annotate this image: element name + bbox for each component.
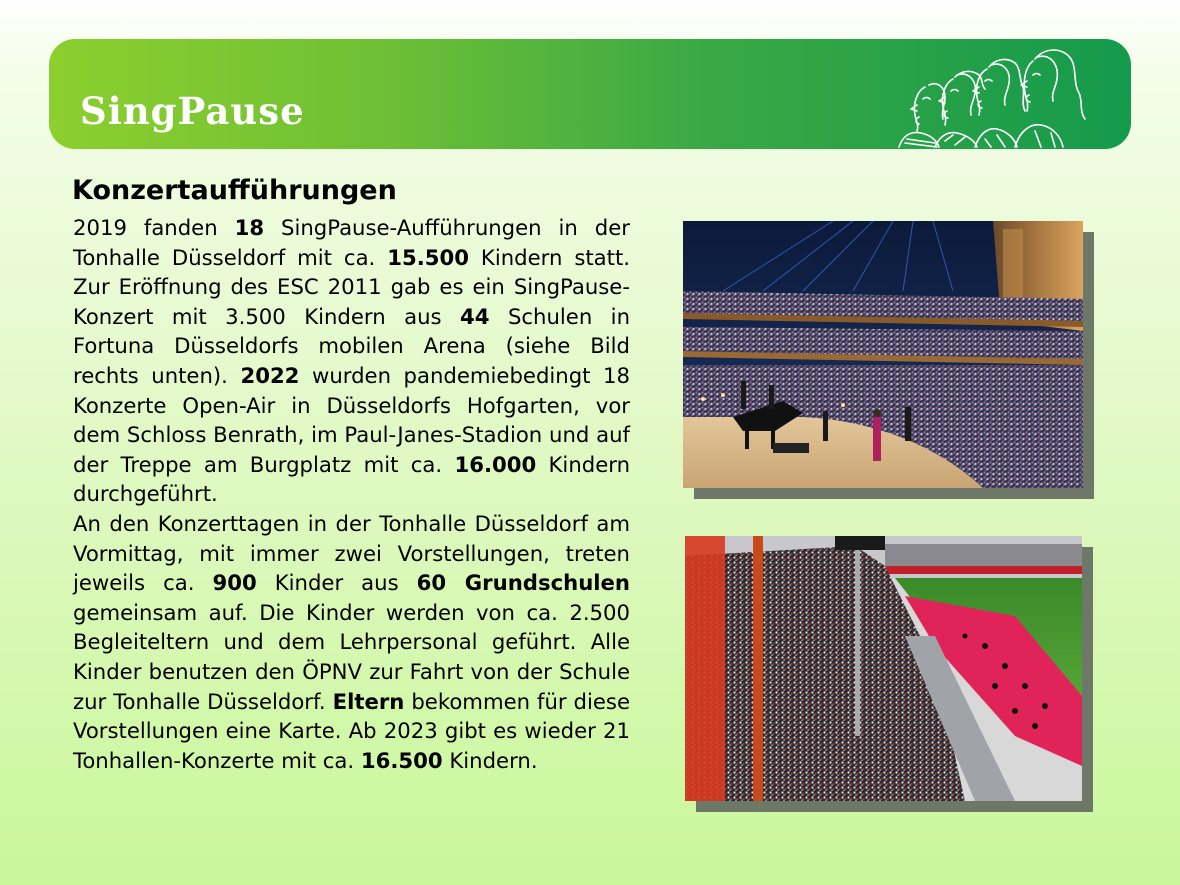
text-run: bekommen für diese Vorstellungen eine Karte. Ab 2023 gibt es wieder 21 Tonhallen-Konzerte mit ca.: [73, 688, 631, 773]
paragraph: [73, 509, 630, 775]
paragraph: [73, 213, 630, 509]
section-heading: Konzertaufführungen: [72, 175, 397, 206]
text-run: Kindern.: [442, 747, 538, 773]
singing-children-illustration: [895, 39, 1095, 149]
text-run: Kindern durchgeführt.: [73, 451, 630, 507]
text-run: wurden pandemiebedingt 18 Konzerte Open-Air in Düsseldorfs Hofgarten, vor dem Schloss Benrath, im Paul-Janes-Stadion und auf der Treppe am Burgplatz mit ca.: [73, 362, 630, 477]
bold-run: 2022: [240, 362, 300, 388]
stadium-photo: [685, 536, 1082, 801]
text-run: Kinder aus: [256, 570, 417, 596]
text-run: gemeinsam auf. Die Kinder werden von ca. 2.500 Begleiteltern und dem Lehrpersonal geführt. Alle Kinder benutzen den ÖPNV zur Fahrt von der Schule zur Tonhalle Düsseldorf.: [73, 599, 630, 714]
text-run: 2019 fanden: [73, 215, 235, 240]
text-run: Schulen in Fortuna Düsseldorfs mobilen Arena (siehe Bild rechts unten).: [73, 303, 630, 388]
brand-title: SingPause: [80, 89, 305, 133]
bold-run: 16.000: [454, 451, 537, 477]
concert-hall-photo: [683, 221, 1083, 488]
article-body: [73, 213, 630, 775]
text-run: Kindern statt. Zur Eröffnung des ESC 2011 gab es ein SingPause-Konzert mit 3.500 Kindern aus: [73, 244, 630, 329]
bold-run: 60 Grundschulen: [416, 570, 631, 596]
bold-run: 15.500: [387, 244, 469, 270]
bold-run: Eltern: [332, 688, 405, 714]
bold-run: 18: [234, 215, 265, 240]
bold-run: 44: [460, 303, 490, 329]
header-banner: [49, 39, 1131, 149]
bold-run: 16.500: [360, 747, 443, 773]
text-run: An den Konzerttagen in der Tonhalle Düsseldorf am Vormittag, mit immer zwei Vorstellungen, treten jeweils ca.: [73, 510, 630, 596]
bold-run: 900: [212, 570, 257, 596]
text-run: SingPause-Aufführungen in der Tonhalle Düsseldorf mit ca.: [73, 215, 630, 270]
